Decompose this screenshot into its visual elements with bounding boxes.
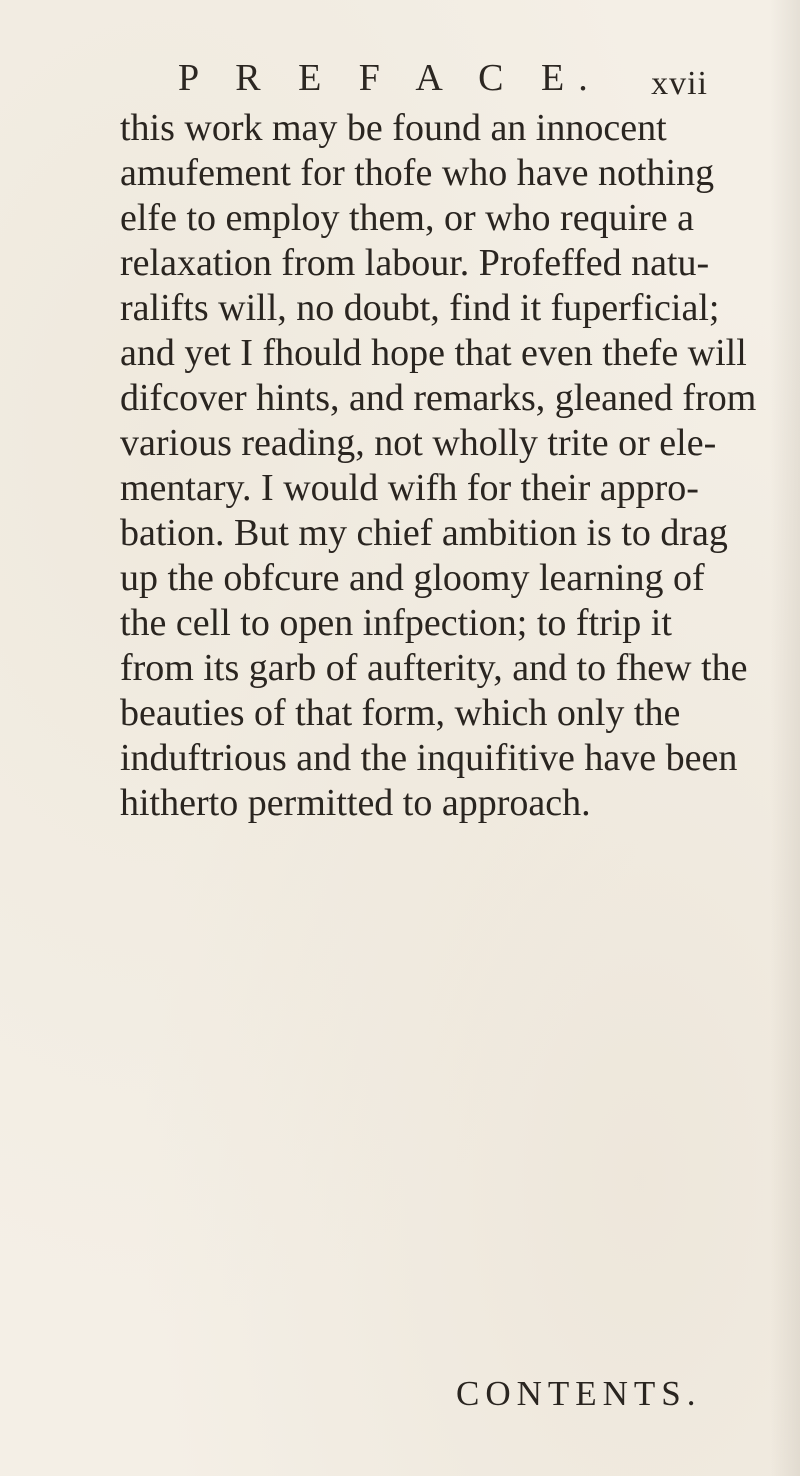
text-line: and yet I fhould hope that even thefe will: [120, 332, 747, 374]
text-line: relaxation from labour. Profeffed natu-: [120, 242, 710, 284]
page-number: xvii: [651, 65, 708, 102]
text-line: difcover hints, and remarks, gleaned from: [120, 377, 757, 419]
text-line: from its garb of aufterity, and to fhew the: [120, 647, 748, 689]
text-line: up the obfcure and gloomy learning of: [120, 557, 705, 599]
running-head: [178, 52, 708, 104]
text-line: hitherto permitted to approach.: [120, 782, 591, 824]
text-line: mentary. I would wifh for their appro-: [120, 467, 699, 509]
text-line: induftrious and the inquifitive have been: [120, 737, 738, 779]
catchword: CONTENTS.: [456, 1374, 702, 1413]
text-line: this work may be found an innocent: [120, 107, 667, 149]
page-edge-shadow: [770, 0, 800, 1476]
text-line: elfe to employ them, or who require a: [120, 197, 695, 239]
running-title: P R E F A C E.: [178, 57, 602, 99]
text-line: bation. But my chief ambition is to drag: [120, 512, 728, 554]
text-line: beauties of that form, which only the: [120, 692, 681, 734]
text-line: amufement for thofe who have nothing: [120, 152, 715, 194]
text-line: ralifts will, no doubt, find it fuperficial;: [120, 287, 720, 329]
text-line: the cell to open infpection; to ftrip it: [120, 602, 672, 644]
body-paragraph: [120, 106, 757, 826]
text-line: various reading, not wholly trite or ele-: [120, 422, 717, 464]
